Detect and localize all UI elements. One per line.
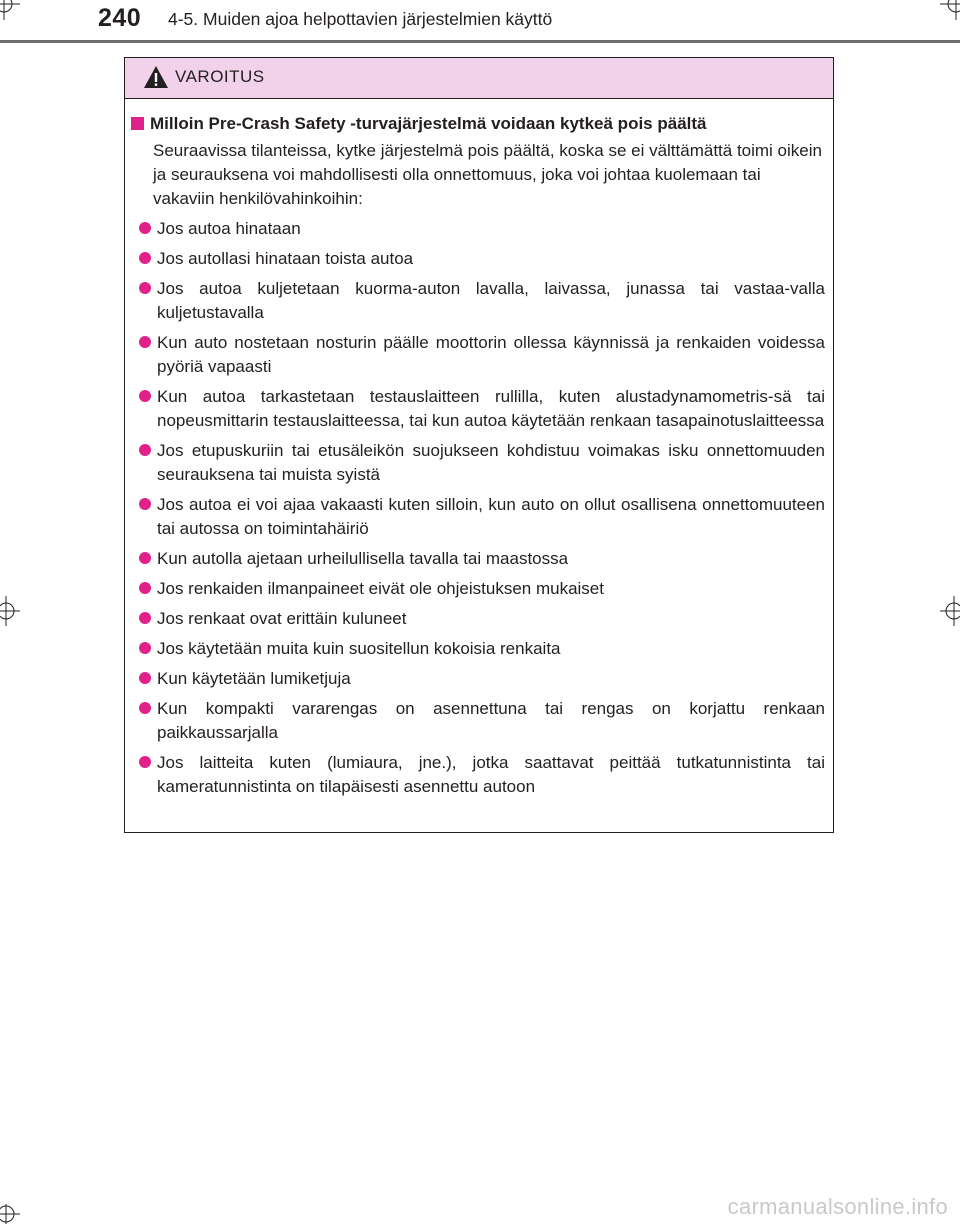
list-item: Jos autoa ei voi ajaa vakaasti kuten silloin, kun auto on ollut osallisena onnettomuuteen tai autossa on toimintahäiriö <box>139 493 825 541</box>
list-item: Jos autoa kuljetetaan kuorma-auton lavalla, laivassa, junassa tai vastaa-valla kuljetustavalla <box>139 277 825 325</box>
list-item: Jos autollasi hinataan toista autoa <box>139 247 825 271</box>
warning-bullet-list <box>131 217 825 799</box>
warning-label: VAROITUS <box>175 67 265 86</box>
bullet-dot-icon <box>139 498 151 510</box>
page-number: 240 <box>98 4 142 32</box>
crop-mark-left-middle-icon <box>0 596 30 626</box>
crop-mark-top-right-icon <box>920 0 960 40</box>
list-item: Jos renkaat ovat erittäin kuluneet <box>139 607 825 631</box>
bullet-dot-icon <box>139 444 151 456</box>
crop-mark-right-middle-icon <box>930 596 960 626</box>
section-title: 4-5. Muiden ajoa helpottavien järjestelmien käyttö <box>168 9 553 29</box>
bullet-dot-icon <box>139 390 151 402</box>
square-bullet-icon <box>131 117 144 130</box>
bullet-dot-icon <box>139 642 151 654</box>
list-item: Kun autolla ajetaan urheilullisella tavalla tai maastossa <box>139 547 825 571</box>
bullet-dot-icon <box>139 552 151 564</box>
header-rule <box>0 40 960 43</box>
watermark[interactable]: carmanualsonline.info <box>727 1194 948 1219</box>
warning-intro: Seuraavissa tilanteissa, kytke järjestelmä pois päältä, koska se ei välttämättä toimi oikein ja seurauksena voi mahdollisesti olla onnettomuus, joka voi johtaa kuolemaan tai vakaviin henkilövahinkoihin: <box>153 141 822 208</box>
bullet-dot-icon <box>139 612 151 624</box>
bullet-dot-icon <box>139 702 151 714</box>
bullet-dot-icon <box>139 672 151 684</box>
bullet-dot-icon <box>139 252 151 264</box>
list-item: Jos renkaiden ilmanpaineet eivät ole ohjeistuksen mukaiset <box>139 577 825 601</box>
bullet-dot-icon <box>139 582 151 594</box>
warning-heading-text: Milloin Pre-Crash Safety -turvajärjestelmä voidaan kytkeä pois päältä <box>150 114 707 133</box>
list-item: Jos autoa hinataan <box>139 217 825 241</box>
warning-header <box>125 58 833 99</box>
page-header <box>0 0 960 46</box>
list-item: Kun käytetään lumiketjuja <box>139 667 825 691</box>
list-item: Jos laitteita kuten (lumiaura, jne.), jotka saattavat peittää tutkatunnistinta tai kameratunnistinta on tilapäisesti asennettu autoon <box>139 751 825 799</box>
bullet-dot-icon <box>139 282 151 294</box>
bullet-dot-icon <box>139 756 151 768</box>
warning-triangle-icon <box>143 65 169 89</box>
list-item: Kun auto nostetaan nosturin päälle moottorin ollessa käynnissä ja renkaiden voidessa pyöriä vapaasti <box>139 331 825 379</box>
crop-mark-bottom-left-icon <box>0 1196 30 1224</box>
warning-heading <box>131 113 825 135</box>
bullet-dot-icon <box>139 222 151 234</box>
crop-mark-top-left-icon <box>0 0 40 40</box>
list-item: Kun kompakti vararengas on asennettuna tai rengas on korjattu renkaan paikkaussarjalla <box>139 697 825 745</box>
warning-box <box>124 57 834 833</box>
bullet-dot-icon <box>139 336 151 348</box>
list-item: Jos etupuskuriin tai etusäleikön suojukseen kohdistuu voimakas isku onnettomuuden seurauksena tai muista syistä <box>139 439 825 487</box>
list-item: Kun autoa tarkastetaan testauslaitteen rullilla, kuten alustadynamometris-sä tai nopeusmittarin testauslaitteessa, tai kun autoa käytetään renkaan tasapainotuslaitteessa <box>139 385 825 433</box>
list-item: Jos käytetään muita kuin suositellun kokoisia renkaita <box>139 637 825 661</box>
warning-body <box>125 99 833 799</box>
